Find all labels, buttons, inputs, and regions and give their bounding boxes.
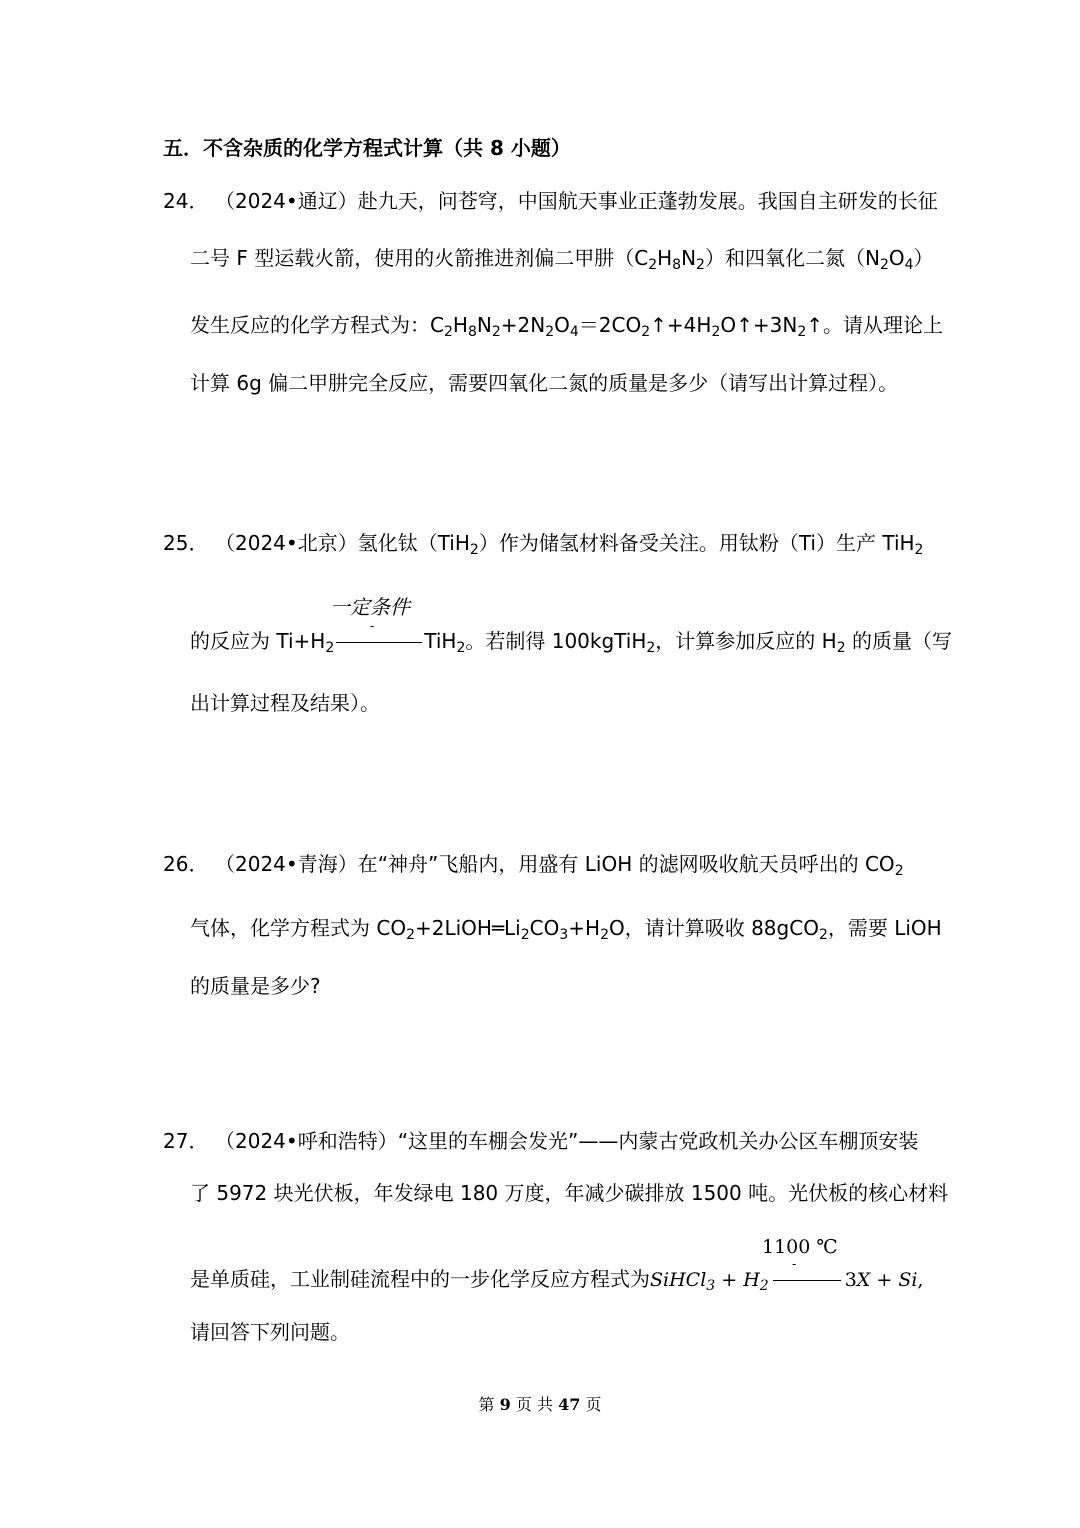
question-25-line-3: 出计算过程及结果）。 bbox=[190, 691, 380, 715]
reaction-arrow-line bbox=[336, 642, 422, 643]
question-26-line-3: 的质量是多少? bbox=[190, 974, 321, 998]
footer-suffix: 页 bbox=[585, 1395, 602, 1414]
question-26-number: 26． bbox=[163, 852, 209, 876]
question-26-line-1-text: （2024•青海）在“神舟”飞船内，用盛有 LiOH 的滤网吸收航天员呼出的 CO bbox=[215, 852, 895, 876]
question-25-line-1: （2024•北京）氢化钛（TiH$_2$）作为储氢材料备受关注。用钛粉（Ti）生产 TiH$_2$ bbox=[215, 531, 924, 558]
question-26-line-1: （2024•青海）在“神舟”飞船内，用盛有 LiOH 的滤网吸收航天员呼出的 $CO_2$ bbox=[215, 852, 904, 879]
footer-prefix: 第 bbox=[478, 1395, 495, 1414]
question-24-line-2: 二号 F 型运载火箭，使用的火箭推进剂偏二甲肼$(C_2H_8N_2)$和四氧化二氮$(N_2O_4)$ bbox=[190, 246, 934, 273]
page-footer bbox=[0, 1393, 1080, 1417]
question-26-line-2: 气体，化学方程式为 $CO_2+2LiOH═Li_2CO_3+H_2O$，请计算吸收 88gCO$_2$，需要 LiOH bbox=[190, 916, 942, 943]
question-25-reaction-condition: 一定条件 bbox=[330, 595, 410, 619]
question-24-line-3: 发生反应的化学方程式为：$C_2H_8N_2+2N_2O_4=2CO_2↑+4H_2O↑+3N_2↑$。请从理论上 bbox=[190, 313, 943, 340]
question-24-line-1: （2024•通辽）赴九天，问苍穹，中国航天事业正蓬勃发展。我国自主研发的长征 bbox=[215, 189, 938, 213]
question-27-condition-mark: - bbox=[792, 1257, 797, 1271]
current-page-number: 9 bbox=[499, 1395, 511, 1414]
question-27-line-1: （2024•呼和浩特）“这里的车棚会发光”——内蒙古党政机关办公区车棚顶安装 bbox=[215, 1129, 919, 1153]
reaction-arrow-line bbox=[773, 1280, 841, 1281]
question-27-product: 3X + Si, bbox=[844, 1269, 924, 1291]
question-24-line-4: 计算 6g 偏二甲肼完全反应，需要四氧化二氮的质量是多少（请写出计算过程）。 bbox=[190, 371, 899, 395]
question-27-reaction-condition: 1100 ℃ bbox=[762, 1236, 838, 1258]
question-25-condition-mark: - bbox=[370, 619, 375, 633]
question-27-line-2: 了 5972 块光伏板，年发绿电 180 万度，年减少碳排放 1500 吨。光伏板的核心材料 bbox=[190, 1181, 949, 1205]
question-24-line-3-tail: 。请从理论上 bbox=[823, 313, 943, 337]
question-27-number: 27． bbox=[163, 1129, 209, 1153]
total-page-count: 47 bbox=[558, 1395, 581, 1414]
question-27-line-4: 请回答下列问题。 bbox=[190, 1320, 350, 1344]
section-title: 五．不含杂质的化学方程式计算（共 8 小题） bbox=[163, 136, 571, 160]
question-27-equation: SiHCl$_3$ + $H_2$ bbox=[650, 1269, 769, 1294]
question-24-number: 24． bbox=[163, 189, 209, 213]
question-25-line-2: 的反应为 $Ti+H_2$ TiH$_2$。若制得 100kgTiH$_2$，计算参加反应的 $H_2$ 的质量（写 bbox=[190, 629, 952, 656]
question-27-line-3 bbox=[190, 1264, 923, 1295]
footer-middle: 页 共 bbox=[515, 1395, 553, 1414]
question-27-line-3-text: 是单质硅，工业制硅流程中的一步化学反应方程式为 bbox=[190, 1267, 650, 1291]
question-25-number: 25． bbox=[163, 531, 209, 555]
